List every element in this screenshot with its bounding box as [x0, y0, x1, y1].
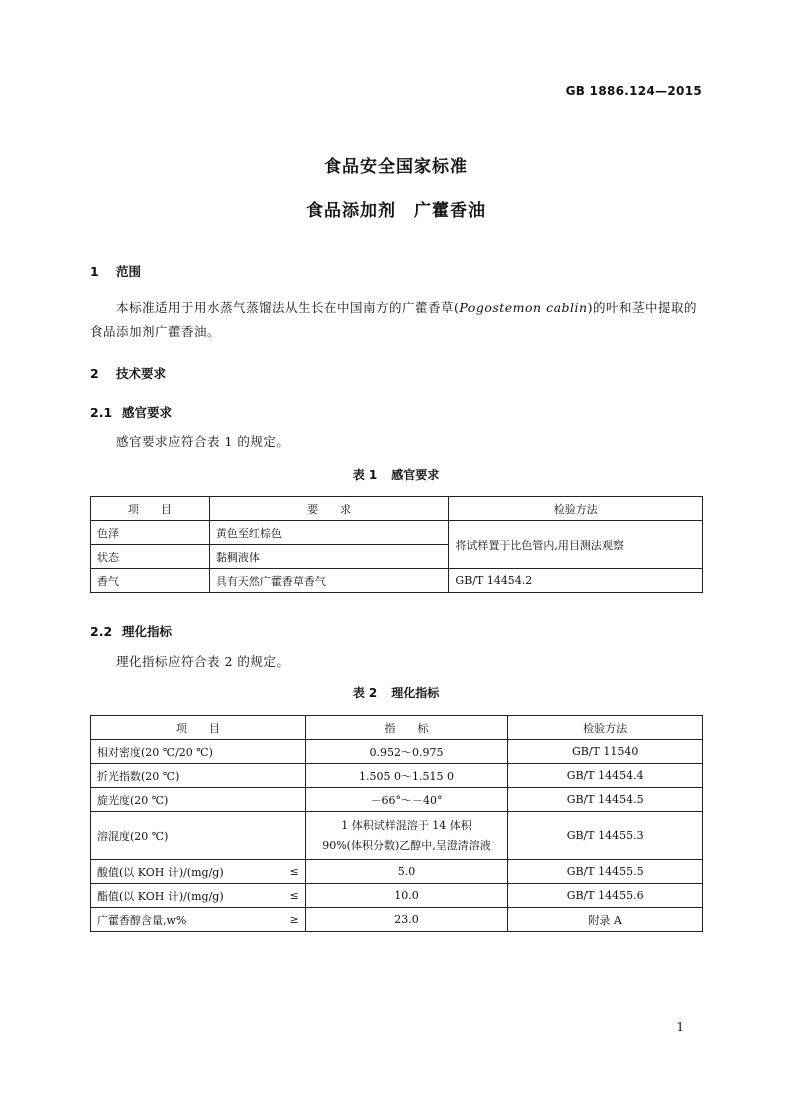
limit-symbol: ≤	[289, 865, 299, 878]
cell-method: GB/T 14454.2	[449, 569, 703, 593]
header-item: 项 目	[91, 716, 306, 740]
table-row	[91, 740, 703, 764]
table-header-row	[91, 716, 703, 740]
cell-spec: 1 体积试样混溶于 14 体积 90%(体积分数)乙醇中,呈澄清溶液	[305, 812, 508, 860]
table-row	[91, 884, 703, 908]
cell-requirement: 黄色至红棕色	[209, 521, 449, 545]
cell-item: 广藿香醇含量,w% ≥	[91, 908, 306, 932]
header-method: 检验方法	[508, 716, 703, 740]
cell-method: GB/T 14454.4	[508, 764, 703, 788]
cell-spec: 23.0	[305, 908, 508, 932]
document-title: 食品安全国家标准	[324, 157, 468, 177]
section-number: 2.2	[90, 624, 113, 639]
cell-item: 状态	[91, 545, 210, 569]
table-row	[91, 521, 703, 545]
cell-spec: 1.505 0～1.515 0	[305, 764, 508, 788]
cell-item: 香气	[91, 569, 210, 593]
cell-item: 酯值(以 KOH 计)/(mg/g) ≤	[91, 884, 306, 908]
header-item: 项 目	[91, 497, 210, 521]
cell-item: 溶混度(20 ℃)	[91, 812, 306, 860]
cell-method: GB/T 14454.5	[508, 788, 703, 812]
species-name: Pogostemon cablin	[459, 300, 588, 315]
section-2-2-paragraph: 理化指标应符合表 2 的规定。	[116, 654, 290, 669]
cell-spec: 10.0	[305, 884, 508, 908]
section-number: 2	[90, 366, 99, 381]
table-1	[90, 496, 703, 593]
table-2-caption: 表 2 理化指标	[352, 686, 440, 700]
cell-method: GB/T 11540	[508, 740, 703, 764]
table-row	[91, 788, 703, 812]
section-2-1-paragraph: 感官要求应符合表 1 的规定。	[116, 434, 290, 449]
section-title: 技术要求	[116, 366, 167, 381]
cell-item: 折光指数(20 ℃)	[91, 764, 306, 788]
table-row	[91, 908, 703, 932]
table-1-caption: 表 1 感官要求	[352, 468, 440, 482]
cell-item: 相对密度(20 ℃/20 ℃)	[91, 740, 306, 764]
cell-item: 酸值(以 KOH 计)/(mg/g) ≤	[91, 860, 306, 884]
standard-code: GB 1886.124—2015	[565, 84, 702, 98]
section-number: 2.1	[90, 405, 113, 420]
cell-spec: －66°～－40°	[305, 788, 508, 812]
section-title: 感官要求	[122, 405, 173, 420]
table-header-row	[91, 497, 703, 521]
section-1-paragraph: 本标准适用于用水蒸气蒸馏法从生长在中国南方的广藿香草(Pogostemon cablin)的叶和茎中提取的食品添加剂广藿香油。	[90, 300, 697, 339]
section-2-heading	[90, 364, 166, 382]
section-title: 理化指标	[122, 624, 173, 639]
cell-spec: 5.0	[305, 860, 508, 884]
header-spec: 指 标	[305, 716, 508, 740]
page-number: 1	[676, 1020, 684, 1034]
cell-spec: 0.952～0.975	[305, 740, 508, 764]
cell-item: 色泽	[91, 521, 210, 545]
cell-method: GB/T 14455.3	[508, 812, 703, 860]
limit-symbol: ≤	[289, 889, 299, 902]
section-2-1-heading	[90, 403, 172, 421]
section-number: 1	[90, 264, 99, 279]
cell-requirement: 具有天然广藿香草香气	[209, 569, 449, 593]
header-requirement: 要 求	[209, 497, 449, 521]
header-method: 检验方法	[449, 497, 703, 521]
document-subtitle: 食品添加剂 广藿香油	[306, 201, 486, 221]
table-row	[91, 860, 703, 884]
table-row	[91, 764, 703, 788]
table-2	[90, 715, 703, 932]
section-2-2-heading	[90, 622, 172, 640]
cell-method: 附录 A	[508, 908, 703, 932]
limit-symbol: ≥	[289, 913, 299, 926]
cell-method-merged: 将试样置于比色管内,用目测法观察	[449, 521, 703, 569]
table-row	[91, 812, 703, 860]
cell-method: GB/T 14455.5	[508, 860, 703, 884]
table-row	[91, 569, 703, 593]
cell-requirement: 黏稠液体	[209, 545, 449, 569]
section-1-heading	[90, 262, 141, 280]
cell-method: GB/T 14455.6	[508, 884, 703, 908]
cell-item: 旋光度(20 ℃)	[91, 788, 306, 812]
section-title: 范围	[116, 264, 142, 279]
